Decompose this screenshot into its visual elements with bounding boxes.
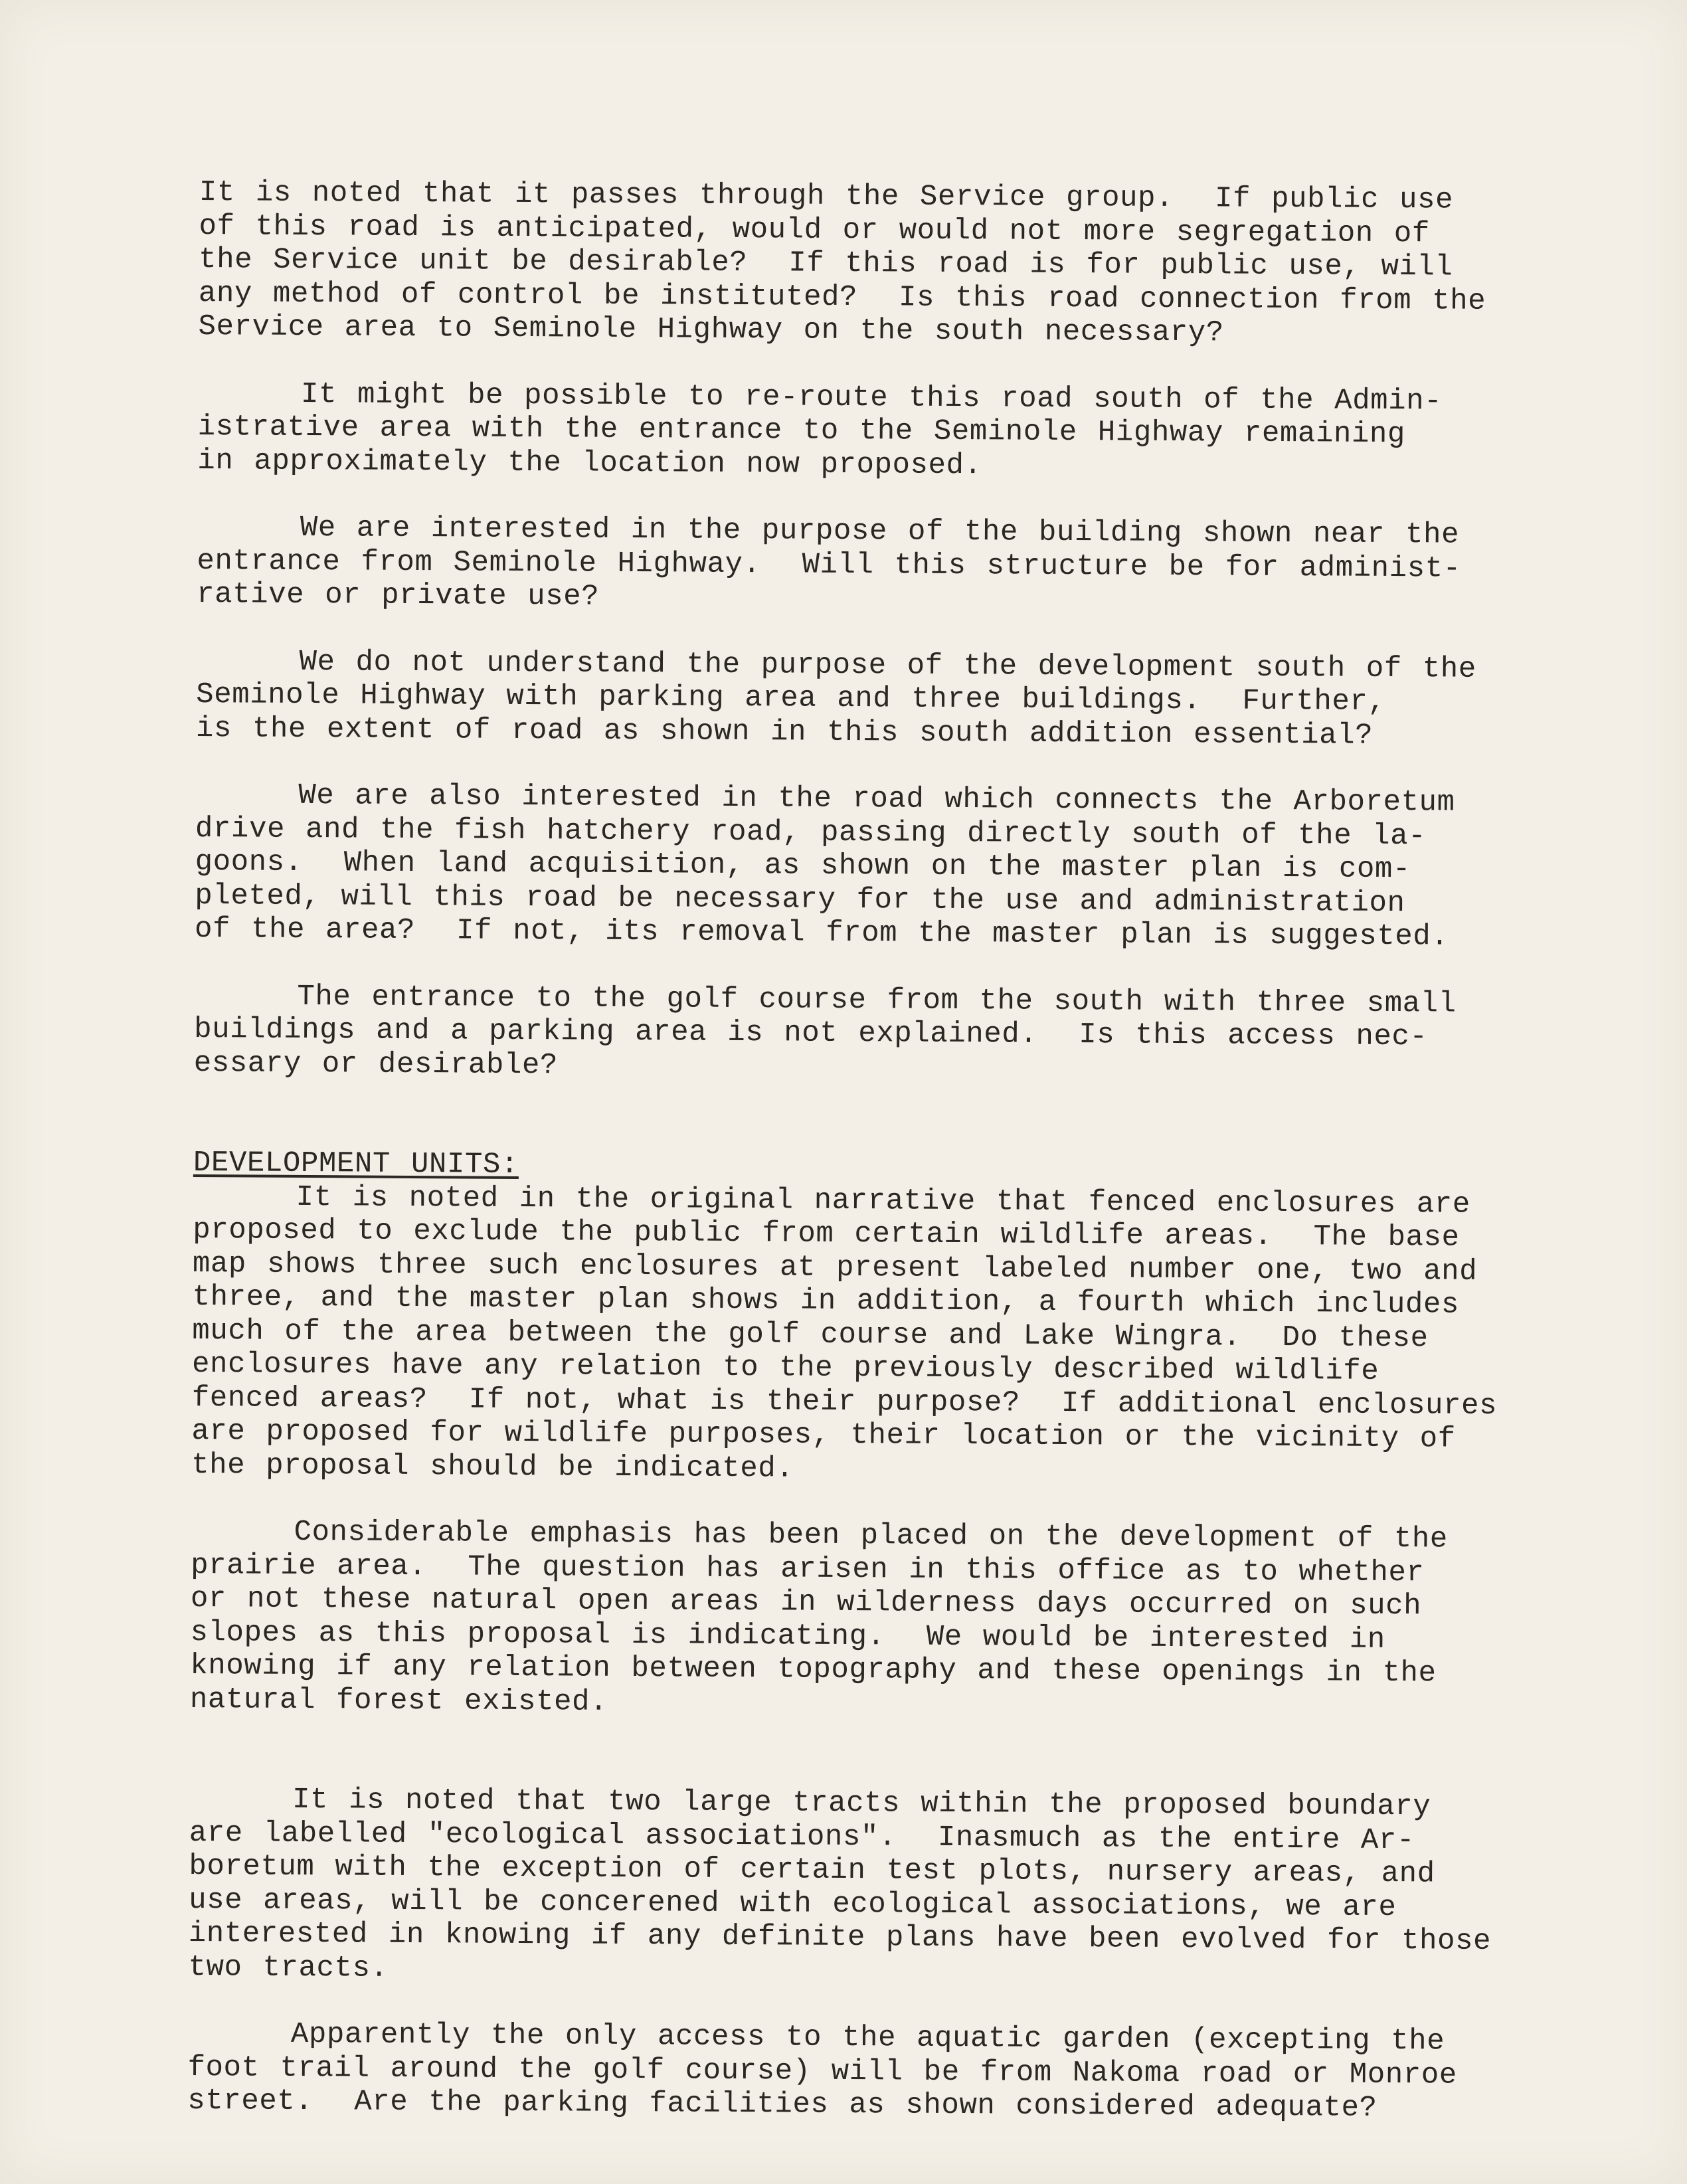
text-line: slopes as this proposal is indicating. We would be interested in — [190, 1615, 1386, 1657]
text-line: Service area to Seminole Highway on the south necessary? — [198, 310, 1224, 350]
text-line: natural forest existed. — [189, 1683, 608, 1719]
paragraph-enclosures — [191, 1180, 1621, 1491]
text-line: Seminole Highway with parking area and three buildings. Further, — [196, 678, 1386, 719]
text-line: of the area? If not, its removal from the master plan is suggested. — [194, 912, 1449, 954]
text-line: the proposal should be indicated. — [191, 1448, 794, 1486]
text-line: It is noted that two large tracts within the proposed boundary — [189, 1782, 1431, 1824]
text-line: are labelled "ecological associations". Inasmuch as the entire Ar- — [189, 1816, 1415, 1857]
text-line: goons. When land acquisition, as shown on the master plan is com- — [195, 845, 1411, 887]
text-line: prairie area. The question has arisen in this office as to whether — [191, 1548, 1425, 1590]
text-line: knowing if any relation between topography and these openings in the — [190, 1649, 1437, 1690]
text-line: of this road is anticipated, would or would not more segregation of — [199, 209, 1430, 250]
paragraph-service-road — [198, 176, 1627, 353]
paragraph-south-development — [196, 644, 1625, 754]
text-line: We are also interested in the road which connects the Arboretum — [195, 778, 1455, 820]
text-line: The entrance to the golf course from the south with three small — [194, 979, 1457, 1021]
text-line: We are interested in the purpose of the building shown near the — [197, 510, 1460, 552]
text-line: It is noted in the original narrative that fenced enclosures are — [193, 1180, 1471, 1222]
paragraph-aquatic-garden — [187, 2017, 1616, 2127]
paragraph-reroute — [197, 377, 1626, 486]
text-line: much of the area between the golf course and Lake Wingra. Do these — [192, 1314, 1429, 1355]
text-line: fenced areas? If not, what is their purpose? If additional enclosures — [191, 1381, 1498, 1423]
text-line: drive and the fish hatchery road, passing directly south of the la- — [195, 812, 1427, 853]
text-line: the Service unit be desirable? If this road is for public use, will — [199, 242, 1453, 284]
paragraph-building-purpose — [197, 511, 1625, 620]
text-line: entrance from Seminole Highway. Will this structure be for administ- — [197, 544, 1461, 586]
typed-letter-page — [187, 176, 1627, 2127]
text-line: It might be possible to re-route this road south of the Admin- — [197, 377, 1443, 418]
text-line: foot trail around the golf course) will be from Nakoma road or Monroe — [187, 2050, 1458, 2092]
text-line: Considerable emphasis has been placed on the development of the — [191, 1514, 1448, 1556]
paragraph-prairie — [190, 1515, 1619, 1725]
text-line: use areas, will be concerened with ecological associations, we are — [188, 1883, 1397, 1924]
text-line: It is noted that it passes through the Service group. If public use — [199, 176, 1454, 217]
text-line: three, and the master plan shows in addition, a fourth which includes — [192, 1280, 1460, 1322]
text-line: istrative area with the entrance to the Seminole Highway remaining — [197, 410, 1406, 452]
text-line: two tracts. — [188, 1950, 389, 1985]
text-line: proposed to exclude the public from certain wildlife areas. The base — [193, 1213, 1460, 1255]
text-line: in approximately the location now proposed. — [197, 444, 982, 482]
text-line: any method of control be instituted? Is this road connection from the — [198, 276, 1486, 318]
paragraph-arboretum-road — [195, 778, 1624, 955]
paragraph-ecological-tracts — [188, 1783, 1617, 1993]
section-heading: DEVELOPMENT UNITS: — [193, 1146, 519, 1182]
text-line: enclosures have any relation to the previously described wildlife — [191, 1347, 1379, 1388]
paragraph-golf-entrance — [194, 979, 1623, 1089]
text-line: pleted, will this road be necessary for the use and administration — [195, 879, 1405, 920]
text-line: are proposed for wildlife purposes, their location or the vicinity of — [191, 1414, 1456, 1456]
text-line: street. Are the parking facilities as shown considered adequate? — [187, 2084, 1377, 2125]
text-line: map shows three such enclosures at present labeled number one, two and — [192, 1247, 1478, 1289]
text-line: is the extent of road as shown in this south addition essential? — [195, 711, 1374, 753]
text-line: rative or private use? — [196, 577, 600, 614]
text-line: We do not understand the purpose of the development south of the — [196, 644, 1476, 686]
text-line: buildings and a parking area is not explained. Is this access nec- — [193, 1012, 1428, 1054]
text-line: boretum with the exception of certain test plots, nursery areas, and — [189, 1849, 1435, 1891]
text-line: interested in knowing if any definite plans have been evolved for those — [188, 1916, 1492, 1958]
text-line: essary or desirable? — [193, 1046, 559, 1082]
text-line: or not these natural open areas in wilderness days occurred on such — [190, 1582, 1422, 1623]
text-line: Apparently the only access to the aquatic garden (excepting the — [187, 2017, 1445, 2058]
